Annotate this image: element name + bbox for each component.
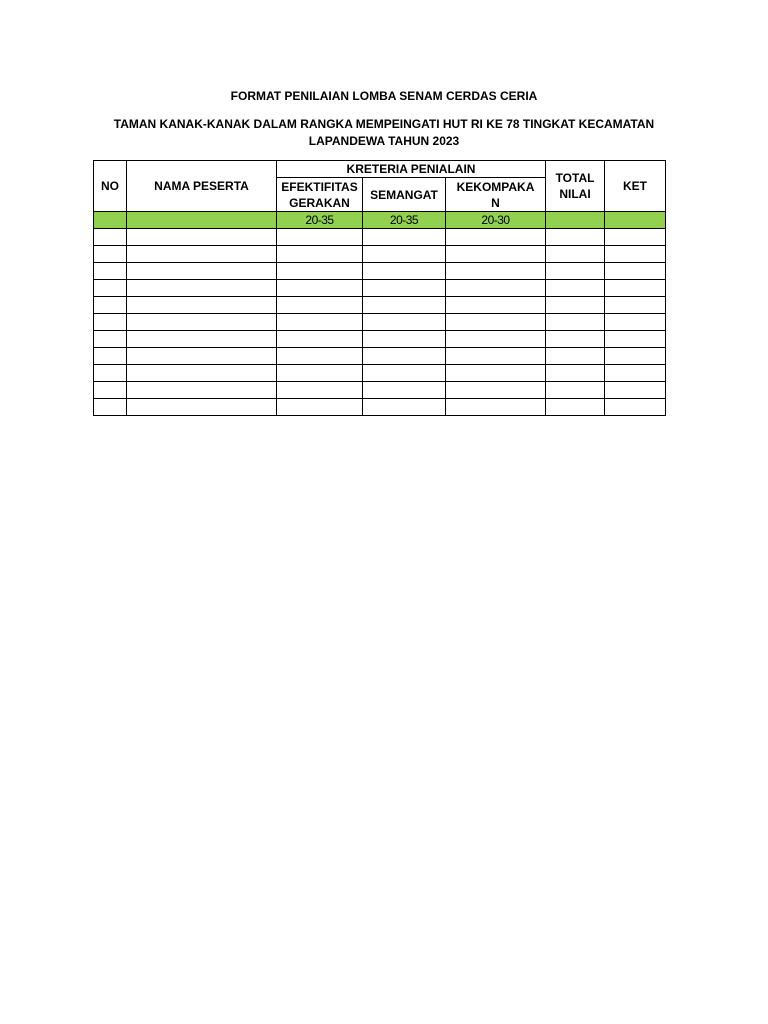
- cell-no[interactable]: [94, 246, 127, 263]
- cell-nama[interactable]: [127, 399, 277, 416]
- header-kekompakan-line2: N: [491, 195, 500, 210]
- cell-ket[interactable]: [605, 331, 666, 348]
- cell-ket[interactable]: [605, 399, 666, 416]
- table-row: [94, 331, 666, 348]
- header-total-line2: NILAI: [559, 187, 591, 201]
- cell-no[interactable]: [94, 297, 127, 314]
- table-row: [94, 229, 666, 246]
- cell-nama[interactable]: [127, 280, 277, 297]
- cell-nama[interactable]: [127, 348, 277, 365]
- header-kekompakan: [446, 178, 546, 212]
- cell-kekompakan[interactable]: [446, 314, 546, 331]
- cell-ket[interactable]: [605, 297, 666, 314]
- table-row: [94, 263, 666, 280]
- cell-kekompakan[interactable]: [446, 365, 546, 382]
- cell-kekompakan[interactable]: [446, 229, 546, 246]
- cell-semangat[interactable]: [363, 297, 446, 314]
- cell-ket[interactable]: [605, 229, 666, 246]
- cell-total[interactable]: [546, 246, 605, 263]
- cell-no[interactable]: [94, 365, 127, 382]
- cell-kekompakan[interactable]: [446, 280, 546, 297]
- table-row: [94, 365, 666, 382]
- cell-kekompakan[interactable]: [446, 399, 546, 416]
- table-row: [94, 348, 666, 365]
- header-ket: KET: [605, 161, 666, 212]
- header-total-nilai: [546, 161, 605, 212]
- cell-semangat[interactable]: [363, 382, 446, 399]
- cell-efektifitas[interactable]: [277, 314, 363, 331]
- cell-total[interactable]: [546, 229, 605, 246]
- cell-semangat[interactable]: [363, 331, 446, 348]
- cell-no[interactable]: [94, 263, 127, 280]
- cell-kekompakan[interactable]: [446, 263, 546, 280]
- cell-nama[interactable]: [127, 331, 277, 348]
- cell-ket[interactable]: [605, 382, 666, 399]
- header-row-top: [94, 161, 666, 178]
- cell-nama[interactable]: [127, 382, 277, 399]
- cell-efektifitas[interactable]: [277, 331, 363, 348]
- range-cell-no: [94, 212, 127, 229]
- cell-nama[interactable]: [127, 263, 277, 280]
- cell-nama[interactable]: [127, 229, 277, 246]
- cell-efektifitas[interactable]: [277, 399, 363, 416]
- range-kekompakan: 20-30: [446, 212, 546, 229]
- cell-total[interactable]: [546, 331, 605, 348]
- header-no: NO: [94, 161, 127, 212]
- document-title: FORMAT PENILAIAN LOMBA SENAM CERDAS CERIA: [230, 89, 538, 103]
- cell-efektifitas[interactable]: [277, 263, 363, 280]
- cell-nama[interactable]: [127, 365, 277, 382]
- cell-efektifitas[interactable]: [277, 348, 363, 365]
- cell-ket[interactable]: [605, 246, 666, 263]
- cell-kekompakan[interactable]: [446, 382, 546, 399]
- table-row: [94, 246, 666, 263]
- cell-no[interactable]: [94, 348, 127, 365]
- cell-kekompakan[interactable]: [446, 331, 546, 348]
- cell-kekompakan[interactable]: [446, 348, 546, 365]
- cell-efektifitas[interactable]: [277, 382, 363, 399]
- range-cell-total: [546, 212, 605, 229]
- header-efektifitas-line2: GERAKAN: [289, 195, 350, 210]
- cell-no[interactable]: [94, 382, 127, 399]
- score-range-row: [94, 212, 666, 229]
- cell-ket[interactable]: [605, 348, 666, 365]
- cell-total[interactable]: [546, 280, 605, 297]
- document-subtitle-line2: LAPANDEWA TAHUN 2023: [308, 134, 460, 148]
- cell-ket[interactable]: [605, 263, 666, 280]
- cell-total[interactable]: [546, 314, 605, 331]
- header-total-line1: TOTAL: [555, 171, 595, 185]
- header-semangat: SEMANGAT: [363, 178, 446, 212]
- cell-semangat[interactable]: [363, 365, 446, 382]
- cell-no[interactable]: [94, 229, 127, 246]
- cell-semangat[interactable]: [363, 314, 446, 331]
- cell-ket[interactable]: [605, 280, 666, 297]
- header-kreteria-penilaian: KRETERIA PENIALAIN: [277, 161, 546, 178]
- cell-kekompakan[interactable]: [446, 297, 546, 314]
- cell-total[interactable]: [546, 297, 605, 314]
- cell-efektifitas[interactable]: [277, 280, 363, 297]
- range-semangat: 20-35: [363, 212, 446, 229]
- cell-ket[interactable]: [605, 365, 666, 382]
- cell-total[interactable]: [546, 263, 605, 280]
- cell-semangat[interactable]: [363, 399, 446, 416]
- cell-nama[interactable]: [127, 297, 277, 314]
- cell-total[interactable]: [546, 348, 605, 365]
- cell-total[interactable]: [546, 365, 605, 382]
- cell-ket[interactable]: [605, 314, 666, 331]
- cell-kekompakan[interactable]: [446, 246, 546, 263]
- cell-no[interactable]: [94, 280, 127, 297]
- header-kekompakan-line1: KEKOMPAKA: [456, 179, 535, 194]
- range-efektifitas: 20-35: [277, 212, 363, 229]
- cell-efektifitas[interactable]: [277, 229, 363, 246]
- cell-efektifitas[interactable]: [277, 365, 363, 382]
- table-row: [94, 382, 666, 399]
- header-efektifitas-gerakan: [277, 178, 363, 212]
- range-cell-ket: [605, 212, 666, 229]
- cell-nama[interactable]: [127, 246, 277, 263]
- cell-semangat[interactable]: [363, 246, 446, 263]
- header-efektifitas-line1: EFEKTIFITAS: [281, 179, 358, 194]
- table-row: [94, 314, 666, 331]
- table-row: [94, 280, 666, 297]
- cell-total[interactable]: [546, 382, 605, 399]
- assessment-table: [93, 160, 666, 416]
- table-row: [94, 297, 666, 314]
- cell-semangat[interactable]: [363, 348, 446, 365]
- header-nama-peserta: NAMA PESERTA: [127, 161, 277, 212]
- cell-semangat[interactable]: [363, 263, 446, 280]
- cell-total[interactable]: [546, 399, 605, 416]
- cell-efektifitas[interactable]: [277, 297, 363, 314]
- cell-no[interactable]: [94, 399, 127, 416]
- cell-nama[interactable]: [127, 314, 277, 331]
- cell-no[interactable]: [94, 314, 127, 331]
- table-row: [94, 399, 666, 416]
- cell-efektifitas[interactable]: [277, 246, 363, 263]
- document-subtitle: TAMAN KANAK-KANAK DALAM RANGKA MEMPEINGATI HUT RI KE 78 TINGKAT KECAMATAN: [113, 117, 655, 131]
- cell-semangat[interactable]: [363, 280, 446, 297]
- range-cell-nama: [127, 212, 277, 229]
- cell-semangat[interactable]: [363, 229, 446, 246]
- cell-no[interactable]: [94, 331, 127, 348]
